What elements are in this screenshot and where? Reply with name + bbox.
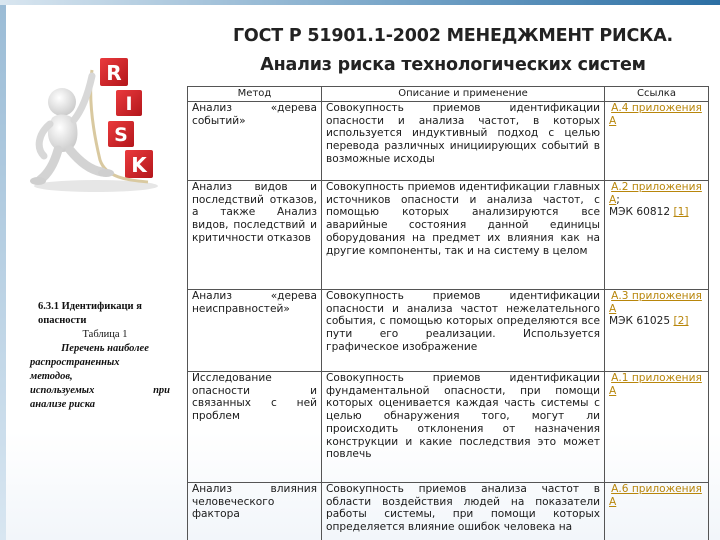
risk-letter-r: R: [106, 61, 122, 85]
section-heading: 6.3.1 Идентификаци я опасности: [38, 301, 142, 326]
figure-icon: [30, 76, 114, 185]
reference-citation-link[interactable]: [1]: [673, 206, 689, 219]
table-row: [188, 181, 709, 290]
table-row: [188, 102, 709, 181]
header-method: Метод: [188, 87, 322, 102]
description-cell: Совокупность приемов идентификации опасности и анализа частот, в которых используется индуктивный подход с целью перевода различных инициирующих событий в возможные исходы: [322, 102, 605, 181]
method-cell: Анализ влияния человеческого фактора: [188, 483, 322, 540]
caption-line-4: [30, 384, 170, 398]
risk-letter-s: S: [114, 124, 128, 146]
reference-cell: [605, 102, 709, 181]
table-row: [188, 483, 709, 540]
reference-cell: [605, 181, 709, 290]
description-cell: Совокупность приемов идентификации главных источников опасности и анализа частот, с помощью которых анализируются все аварийные состояния данной единицы оборудования на предмет их влияния как на другие компоненты, так и на систему в целом: [322, 181, 605, 290]
caption-line-2: распространенных: [30, 357, 120, 368]
description-cell: Совокупность приемов анализа частот в области воздействия людей на показатели работы системы, при помощи которых определяется влияние ошибок человека на: [322, 483, 605, 540]
title-line-1: ГОСТ Р 51901.1-2002 МЕНЕДЖМЕНТ РИСКА.: [232, 26, 674, 46]
reference-citation-link[interactable]: [2]: [673, 315, 689, 328]
risk-letter-k: K: [131, 153, 147, 177]
reference-cell: [605, 372, 709, 483]
caption-word-used: используемых: [30, 385, 95, 396]
caption-line-5: анализе риска: [30, 399, 95, 410]
methods-table: [187, 86, 708, 540]
risk-letter-i: I: [125, 93, 133, 115]
table-row: [188, 372, 709, 483]
reference-standard: МЭК 61025: [609, 315, 671, 328]
reference-link[interactable]: А.4 приложения А: [609, 102, 702, 127]
risk-illustration: [18, 40, 173, 195]
header-reference: Ссылка: [605, 87, 709, 102]
side-note: [30, 300, 170, 412]
slide-title: [188, 26, 718, 75]
table-header-row: [188, 87, 709, 102]
reference-link[interactable]: А.6 приложения А: [609, 483, 702, 508]
caption-line-1: Перечень наиболее: [61, 343, 149, 354]
method-cell: Анализ видов и последствий отказов, а также Анализ видов, последствий и критичности отказов: [188, 181, 322, 290]
reference-cell: [605, 483, 709, 540]
table-row: [188, 290, 709, 372]
title-line-2: Анализ риска технологических систем: [260, 55, 646, 75]
reference-link[interactable]: А.1 приложения А: [609, 372, 702, 397]
table-label: Таблица 1: [82, 329, 128, 340]
header-description: Описание и применение: [322, 87, 605, 102]
reference-standard: МЭК 60812: [609, 206, 671, 219]
method-cell: Анализ «дерева неисправностей»: [188, 290, 322, 372]
reference-separator: ;: [616, 193, 620, 206]
method-cell: Анализ «дерева событий»: [188, 102, 322, 181]
top-accent-bar: [0, 0, 720, 5]
description-cell: Совокупность приемов идентификации опасности и анализа частот нежелательного события, с помощью которых определяются все пути его реализации. Используется графическое изображение: [322, 290, 605, 372]
reference-link[interactable]: А.3 приложения А: [609, 290, 702, 315]
left-accent-bar: [0, 5, 6, 540]
description-cell: Совокупность приемов идентификации фундаментальной опасности, при помощи которых оценивается каждая часть системы с целью обнаружения того, могут ли происходить отклонения от назначения конструкции и какие последствия это может повлечь: [322, 372, 605, 483]
caption-line-3: методов,: [30, 371, 73, 382]
caption-word-at: при: [153, 385, 170, 396]
method-cell: Исследование опасности и связанных с ней проблем: [188, 372, 322, 483]
reference-cell: [605, 290, 709, 372]
reference-link[interactable]: А.2 приложения А: [609, 181, 702, 206]
